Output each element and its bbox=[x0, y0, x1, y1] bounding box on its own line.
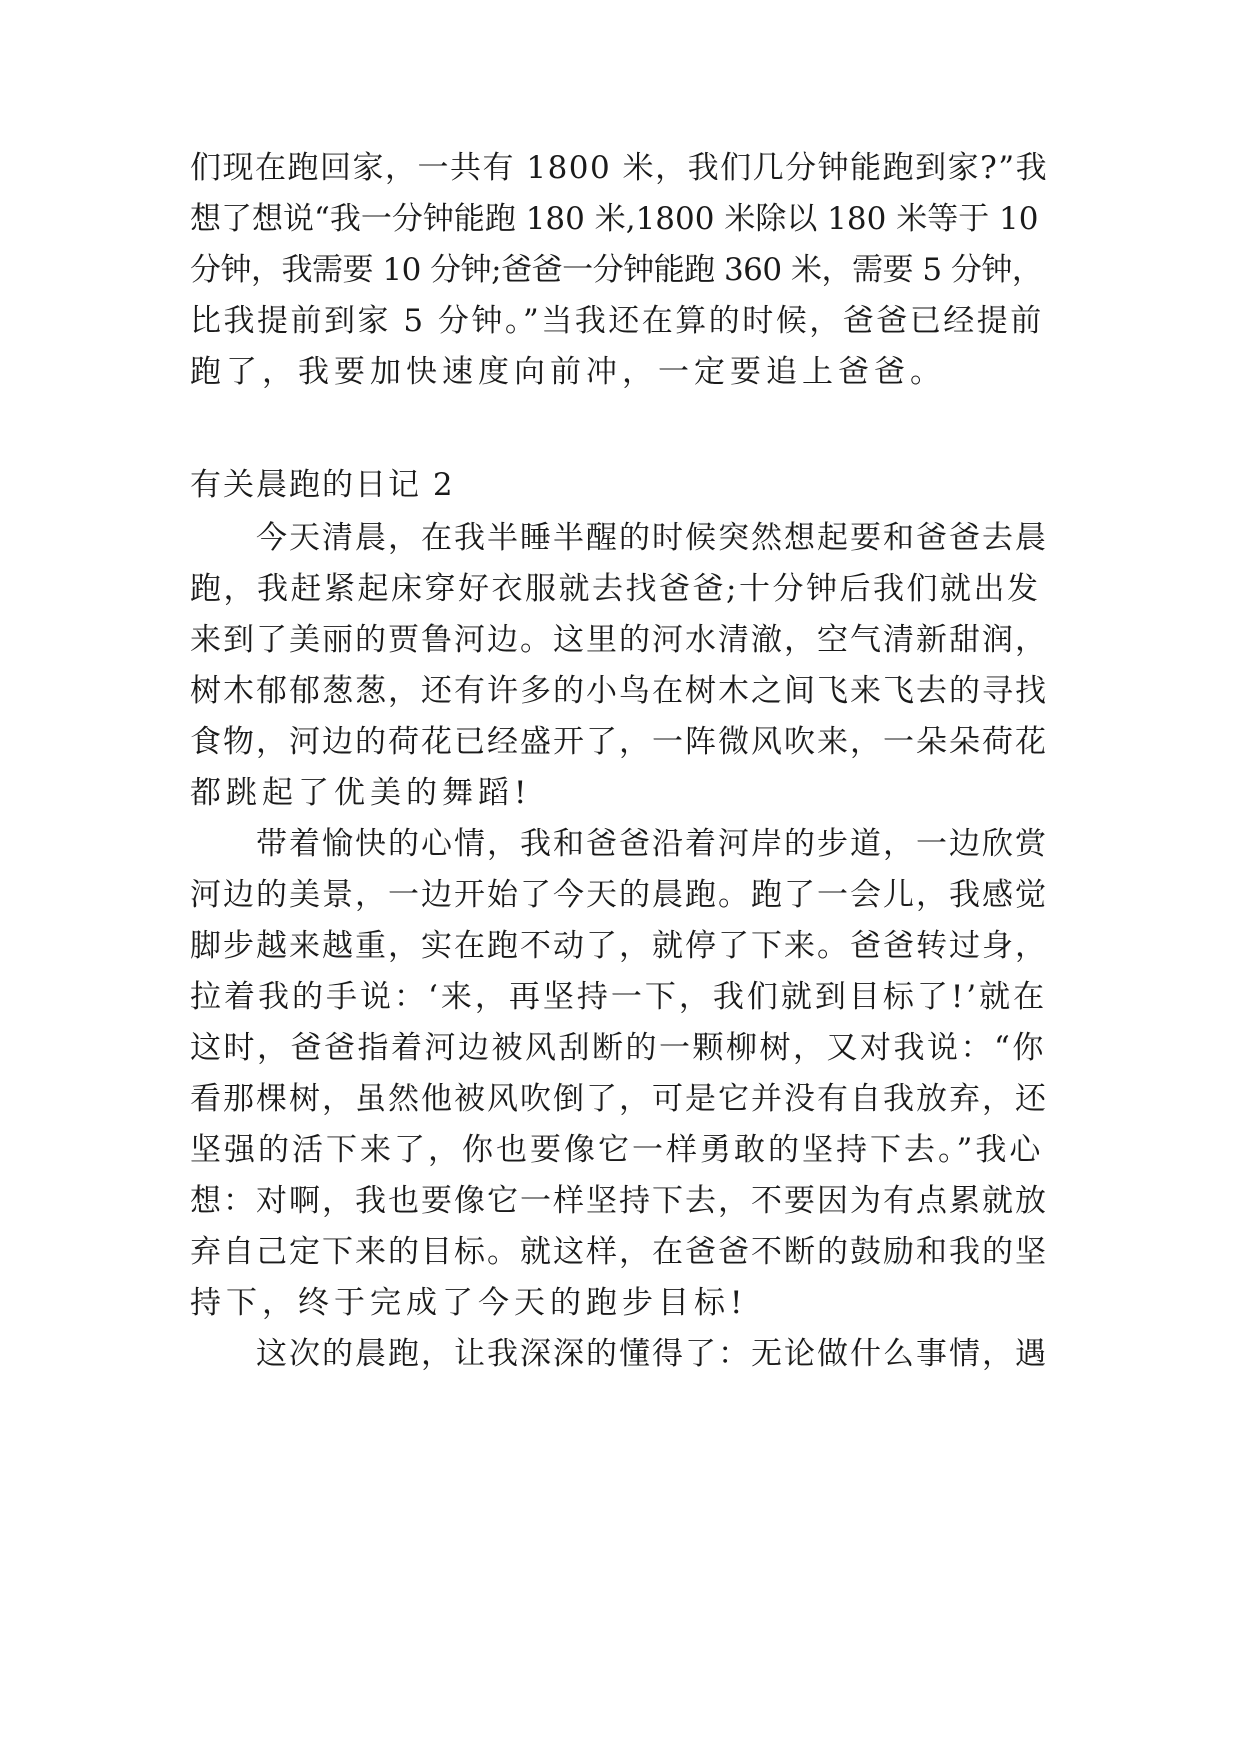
paragraph-line: 想：对啊，我也要像它一样坚持下去，不要因为有点累就放 bbox=[190, 1183, 1048, 1219]
paragraph-line: 分钟，我需要 10 分钟;爸爸一分钟能跑 360 米，需要 5 分钟， bbox=[190, 252, 1043, 288]
paragraph-line: 跑了，我要加快速度向前冲，一定要追上爸爸。 bbox=[190, 354, 946, 390]
paragraph-line: 想了想说“我一分钟能跑 180 米,1800 米除以 180 米等于 10 bbox=[190, 201, 1039, 237]
paragraph-line: 坚强的活下来了，你也要像它一样勇敢的坚持下去。”我心 bbox=[190, 1132, 1044, 1168]
paragraph-line: 食物，河边的荷花已经盛开了，一阵微风吹来，一朵朵荷花 bbox=[190, 724, 1048, 760]
paragraph-line: 河边的美景，一边开始了今天的晨跑。跑了一会儿，我感觉 bbox=[190, 877, 1048, 913]
paragraph-line: 脚步越来越重，实在跑不动了，就停了下来。爸爸转过身， bbox=[190, 928, 1048, 964]
paragraph-line: 今天清晨，在我半睡半醒的时候突然想起要和爸爸去晨 bbox=[256, 520, 1048, 556]
paragraph-line: 这时，爸爸指着河边被风刮断的一颗柳树，又对我说：“你 bbox=[190, 1030, 1046, 1066]
paragraph-line: 跑，我赶紧起床穿好衣服就去找爸爸;十分钟后我们就出发 bbox=[190, 571, 1041, 607]
paragraph-line: 看那棵树，虽然他被风吹倒了，可是它并没有自我放弃，还 bbox=[190, 1081, 1048, 1117]
paragraph-line: 树木郁郁葱葱，还有许多的小鸟在树木之间飞来飞去的寻找 bbox=[190, 673, 1048, 709]
paragraph-line: 都跳起了优美的舞蹈! bbox=[190, 775, 532, 811]
section-title: 有关晨跑的日记 2 bbox=[190, 467, 455, 503]
paragraph-line: 拉着我的手说：‘来，再坚持一下，我们就到目标了!’就在 bbox=[190, 979, 1048, 1015]
paragraph-line: 们现在跑回家，一共有 1800 米，我们几分钟能跑到家?”我 bbox=[190, 150, 1049, 186]
paragraph-line: 这次的晨跑，让我深深的懂得了：无论做什么事情，遇 bbox=[256, 1336, 1048, 1372]
paragraph-line: 来到了美丽的贾鲁河边。这里的河水清澈，空气清新甜润， bbox=[190, 622, 1048, 658]
paragraph-line: 持下，终于完成了今天的跑步目标! bbox=[190, 1285, 748, 1321]
paragraph-line: 弃自己定下来的目标。就这样，在爸爸不断的鼓励和我的坚 bbox=[190, 1234, 1048, 1270]
paragraph-line: 带着愉快的心情，我和爸爸沿着河岸的步道，一边欣赏 bbox=[256, 826, 1048, 862]
paragraph-line: 比我提前到家 5 分钟。”当我还在算的时候，爸爸已经提前 bbox=[190, 303, 1044, 339]
